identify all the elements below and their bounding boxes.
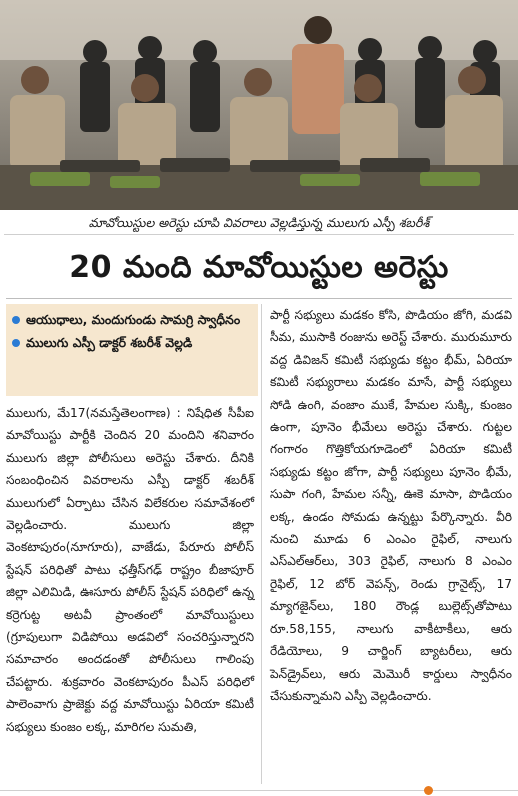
footer-line — [0, 790, 518, 791]
news-photo — [0, 0, 518, 210]
headline-divider — [6, 298, 512, 299]
bullet-icon — [12, 339, 20, 347]
end-marker-icon — [424, 786, 433, 795]
highlight-item — [12, 310, 252, 329]
article-paragraph: ములుగు, మే17(నమస్తేతెలంగాణ) : నిషేధిత సీపీఐ మావోయిస్టు పార్టీకి చెందిన 20 మందిని శనివారం ములుగు జిల్లా పోలీసులు అరెస్టు చేశారు. దీనికి సంబంధించిన వివరాలను ఎస్పీ డాక్టర్ శబరీశ్ ములుగులో ఏర్పాటు చేసిన విలేకరుల సమావేశంలో వెల్లడించారు. ములుగు జిల్లా వెంకటాపురం(నూగూరు), వాజేడు, పేరూరు పోలీస్ స్టేషన్ పరిధితో పాటు ఛత్తీస్‌గఢ్ రాష్ట్రం బీజాపూర్ జిల్లా ఎలిమిడి, ఊసూరు పోలీస్ స్టేషన్ పరిధిలో ఉన్న కర్రెగుట్ట అటవీ ప్రాంతంలో మావోయిస్టులు (గ్రూపులుగా విడిపోయి అడవిలో సంచరిస్తున్నారని సమాచారం అందడంతో పోలీసులు గాలింపు చేపట్టారు. శుక్రవారం వెంకటాపురం పీఎస్ పరిధిలో పాలెంవాగు ప్రాజెక్టు వద్ద మావోయిస్టు ఏరియా కమిటీ సభ్యులు కుంజం లక్క, మారిగల సుమతి, — [6, 406, 254, 734]
article-column-left — [6, 402, 258, 784]
photo-caption: మావోయిస్టుల అరెస్టు చూపి వివరాలు వెల్లడిస్తున్న ములుగు ఎస్పీ శబరీశ్ — [4, 212, 514, 235]
group-photo-icon — [0, 0, 518, 210]
bullet-icon — [12, 316, 20, 324]
highlights-box — [6, 304, 258, 396]
highlight-item — [12, 333, 252, 352]
column-divider — [261, 304, 262, 784]
highlight-text: ఆయుధాలు, మందుగుండు సామగ్రి స్వాధీనం — [26, 312, 241, 327]
footer-rule — [0, 786, 518, 796]
headline: 20 మంది మావోయిస్టుల అరెస్టు — [69, 250, 449, 285]
article-column-right — [266, 304, 512, 784]
article-paragraph: పార్టీ సభ్యులు మడకం కోసి, పొడియం జోగి, మడవి సీమ, ముసాకి రంజును అరెస్ట్ చేశారు. మురుమూరు వద్ద డివిజన్ కమిటీ సభ్యుడు కట్టం భీమ్, ఏరియా కమిటీ సభ్యురాలు మడకం మాసే, పార్టీ సభ్యులు సోడి ఉంగి, వంజాం ముకే, హేమల సుక్కి, కుంజం ఉంగా, పూనెం భీమేలు అరెస్టు చేశారు. గుట్టల గంగారం గొత్తికోయగూడెంలో ఏరియా కమిటీ సభ్యుడు కట్టం జోగా, పార్టీ సభ్యులు పూనెం భీమే, సుపా గంగి, హేమల సన్నీ, ఊకె మాసా, పొడియం లక్క, ఉండం సోమడు ఉన్నట్టు పేర్కొన్నారు. వీరి నుంచి మూడు 6 ఎంఎం రైఫిల్, నాలుగు ఎస్ఎల్ఆర్‌లు, 303 రైఫిల్, నాలుగు 8 ఎంఎం రైఫిల్, 12 బోర్ వెపన్స్, రెండు గ్రానైట్స్, 17 మ్యాగజైన్‌లు, 180 రౌండ్ల బుల్లెట్స్‌తోపాటు రూ.58,155, నాలుగు వాకీటాకీలు, ఆరు రేడియోలు, 9 చార్జింగ్ బ్యాటరీలు, ఆరు పెన్‌డ్రైవ్‌లు, ఆరు మెమొరీ కార్డులు స్వాధీనం చేసుకున్నామని ఎస్పీ వెల్లడించారు. — [270, 308, 512, 703]
highlight-text: ములుగు ఎస్పీ డాక్టర్ శబరీశ్ వెల్లడి — [26, 335, 193, 350]
